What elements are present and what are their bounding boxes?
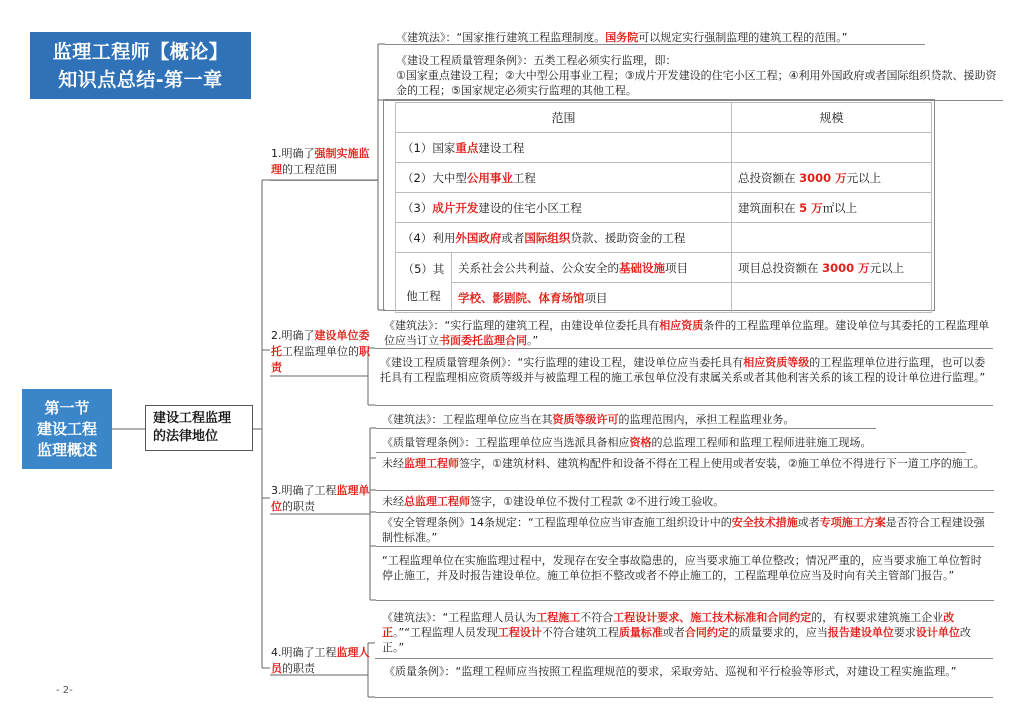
table-header-scale: 规模	[732, 103, 932, 133]
note-text: 《质量条例》：“监理工程师应当按照工程监理规范的要求，采取旁站、巡视和平行检验等形式，对建设工程实施监理。”	[384, 665, 957, 678]
note-building-law-3	[382, 412, 982, 427]
note-highlight: 工程设计要求、施工技术标准和合同约定	[613, 611, 812, 624]
branch-2-red2: 职责	[271, 345, 370, 374]
branch-1-post: 的工程范围	[282, 163, 337, 176]
root-node	[145, 405, 253, 451]
cell-text: 他工程	[406, 288, 441, 303]
branch-4-post: 的职责	[282, 662, 315, 675]
branch-2-pre: 2.明确了	[271, 329, 315, 342]
note-highlight: 工程设计	[497, 626, 542, 639]
cell-text: 项目	[584, 290, 608, 305]
note-text: 《建设工程质量管理条例》：五类工程必须实行监理，即：	[396, 54, 677, 67]
note-quality-regulation-4	[384, 664, 988, 679]
section-box	[22, 389, 112, 469]
note-highlight: 质量标准	[618, 626, 663, 639]
note-underline	[375, 658, 993, 659]
note-text: 是否符合工程建设强制性标准。”	[382, 516, 985, 544]
branch-2-mid: 工程监理单位的	[282, 345, 359, 358]
branch-1	[271, 146, 379, 178]
branch-1-underline	[270, 180, 378, 181]
note-underline	[375, 405, 993, 406]
note-text: 《建筑法》：工程监理单位应当在其	[382, 413, 553, 426]
cell-text: 项目	[665, 260, 688, 275]
title-line-2: 知识点总结-第一章	[58, 69, 223, 91]
section-line-3: 监理概述	[36, 441, 97, 459]
note-text: 要求	[893, 626, 916, 639]
note-text: 的，有权要求建筑施工企业	[811, 611, 944, 624]
note-text: ①国家重点建设工程；②大中型公用事业工程；③成片开发建设的住宅小区工程；④利用外国政府或者国际组织贷款、援助资金的工程；⑤国家规定必须实行监理的其他工程。	[396, 69, 997, 97]
cell-text: 总投资额在	[738, 170, 800, 185]
branch-2-red: 建设单位委托	[271, 329, 370, 358]
note-building-law-2	[384, 318, 990, 348]
note-text: 或者	[662, 626, 685, 639]
cell-text: （5）其	[402, 261, 445, 276]
section-line-1: 第一节	[44, 399, 90, 417]
note-highlight: 改正	[382, 611, 955, 639]
cell-text: 工程	[512, 170, 536, 185]
cell-text: （3）	[402, 200, 433, 215]
branch-3	[271, 483, 379, 515]
note-text: 改正。”	[382, 626, 971, 654]
cell-text: 元以上	[846, 170, 882, 185]
branch-4	[271, 645, 379, 677]
branch-1-red: 强制实施监理	[271, 147, 370, 176]
cell-text: （2）大中型	[402, 170, 467, 185]
note-text: 的总监理工程师和监理工程师进驻施工现场。	[651, 436, 872, 449]
cell-highlight: 国际组织	[524, 230, 571, 245]
table-header-scope: 范围	[396, 103, 732, 133]
table-row	[396, 163, 932, 193]
table-cell-scale	[732, 223, 932, 253]
note-underline	[385, 44, 925, 45]
table-cell-scope	[396, 133, 732, 163]
note-highlight: 资质等级许可	[552, 413, 619, 426]
cell-highlight: 外国政府	[455, 230, 502, 245]
note-underline	[376, 490, 994, 491]
table-cell-other-label	[396, 253, 452, 313]
note-safety-hazard	[382, 553, 992, 583]
note-highlight: 报告建设单位	[827, 626, 894, 639]
table-cell-scope	[396, 163, 732, 193]
note-text: 条件的工程监理单位监理。建设单位与其委托的工程监理单位应当订立	[384, 319, 990, 347]
cell-text: 元以上	[869, 260, 905, 275]
cell-highlight: 成片开发	[432, 200, 479, 215]
table-cell-scope	[396, 193, 732, 223]
cell-highlight: 基础设施	[619, 260, 665, 275]
note-highlight: 国务院	[605, 31, 639, 44]
note-text: 《建筑法》：“国家推行建筑工程监理制度。	[396, 31, 606, 44]
cell-highlight: 5 万	[799, 200, 823, 215]
table-cell-scale	[732, 133, 932, 163]
table-row	[396, 223, 932, 253]
table-cell-scope	[452, 253, 732, 283]
table-cell-scale	[732, 193, 932, 223]
cell-text: 建设的住宅小区工程	[478, 200, 582, 215]
table-row	[396, 193, 932, 223]
note-text: 或者	[797, 516, 820, 529]
branch-4-red: 监理人员	[271, 646, 370, 675]
note-underline	[376, 512, 994, 513]
note-underline	[376, 546, 994, 547]
note-safety-regulation	[382, 515, 990, 545]
note-building-law-1	[396, 30, 936, 45]
cell-text: ㎡以上	[822, 200, 858, 215]
table-cell-scale	[732, 163, 932, 193]
cell-highlight: 3000 万	[799, 170, 847, 185]
note-text: 不符合建筑工程	[541, 626, 619, 639]
note-text: 未经	[382, 457, 404, 470]
note-text: 不符合	[580, 611, 614, 624]
table-row	[396, 133, 932, 163]
note-highlight: 相应资质	[659, 319, 704, 332]
note-quality-regulation-3	[382, 435, 982, 450]
note-text: 《建设工程质量管理条例》：“实行监理的建设工程，建设单位应当委托具有	[380, 356, 744, 369]
cell-text: （4）利用	[402, 230, 456, 245]
note-underline	[375, 697, 993, 698]
note-text: 签字，①建设单位不拨付工程款 ②不进行竣工验收。	[470, 495, 725, 508]
note-highlight: 总监理工程师	[404, 495, 470, 508]
cell-text: 或者	[501, 230, 525, 245]
branch-4-pre: 4.明确了工程	[271, 646, 337, 659]
branch-2	[271, 328, 379, 376]
table-cell-scale	[732, 253, 932, 283]
note-highlight: 监理工程师	[404, 457, 459, 470]
note-chief-engineer-signature	[382, 494, 982, 509]
page-title-box	[30, 32, 251, 99]
scope-table	[395, 102, 932, 313]
branch-3-pre: 3.明确了工程	[271, 484, 337, 497]
table-cell-scope	[452, 283, 732, 313]
note-quality-regulation-1	[396, 53, 1000, 98]
cell-highlight: 3000 万	[822, 260, 870, 275]
root-line-1: 建设工程监理	[153, 411, 232, 426]
section-line-2: 建设工程	[36, 420, 97, 438]
note-highlight: 书面委托监理合同	[439, 334, 527, 347]
note-text: 《建筑法》：“实行监理的建筑工程，由建设单位委托具有	[384, 319, 660, 332]
title-line-1: 监理工程师【概论】	[52, 41, 229, 63]
cell-text: 关系社会公共利益、公众安全的	[458, 260, 619, 275]
note-quality-regulation-2	[380, 355, 992, 385]
note-highlight: 设计单位	[915, 626, 960, 639]
note-text: 《建筑法》：“工程监理人员认为	[382, 611, 537, 624]
table-header-row	[396, 103, 932, 133]
note-engineer-signature	[382, 456, 992, 471]
cell-text: 贷款、援助资金的工程	[570, 230, 686, 245]
cell-text: （1）国家	[402, 140, 456, 155]
note-text: 的工程监理单位进行监理，也可以委托具有工程监理相应资质等级并与被监理工程的施工承包单位没有隶属关系或者其他利害关系的该工程的设计单位进行监理。”	[380, 356, 986, 384]
note-text: 《安全管理条例》14条规定：“工程监理单位应当审查施工组织设计中的	[382, 516, 732, 529]
note-text: 签字，①建筑材料、建筑构配件和设备不得在工程上使用或者安装，②施工单位不得进行下一道工序的施工。	[459, 457, 985, 470]
cell-text: 建设工程	[478, 140, 525, 155]
cell-text: 项目总投资额在	[738, 260, 823, 275]
note-highlight: 合同约定	[684, 626, 729, 639]
note-highlight: 安全技术措施	[731, 516, 798, 529]
branch-1-pre: 1.明确了	[271, 147, 315, 160]
note-text: 。”“工程监理人员发现	[393, 626, 498, 639]
branch-3-post: 的职责	[282, 500, 315, 513]
note-underline	[375, 348, 993, 349]
note-text: 未经	[382, 495, 404, 508]
note-highlight: 资格	[629, 436, 652, 449]
table-cell-scope	[396, 223, 732, 253]
note-text: 的监理范围内，承担工程监理业务。	[618, 413, 795, 426]
note-underline	[376, 428, 876, 429]
cell-highlight: 重点	[455, 140, 479, 155]
table-cell-scale	[732, 283, 932, 313]
cell-highlight: 公用事业	[466, 170, 513, 185]
note-text: “工程监理单位在实施监理过程中，发现存在安全事故隐患的，应当要求施工单位整改；情况严重的，应当要求施工单位暂时停止施工，并及时报告建设单位。施工单位拒不整改或者不停止施工的，工程监理单位应当及时向有关主管部门报告。”	[382, 554, 982, 582]
table-row	[396, 283, 932, 313]
note-text: 《质量管理条例》：工程监理单位应当选派具备相应	[382, 436, 630, 449]
note-text: 可以规定实行强制监理的建筑工程的范围。”	[638, 31, 848, 44]
cell-text: 建筑面积在	[738, 200, 800, 215]
table-row	[396, 253, 932, 283]
branch-3-red: 监理单位	[271, 484, 370, 513]
page-number: - 2-	[56, 685, 73, 696]
note-underline	[376, 600, 994, 601]
cell-highlight: 学校、影剧院、体育场馆	[458, 290, 585, 305]
root-line-2: 的法律地位	[153, 429, 219, 444]
note-highlight: 专项施工方案	[819, 516, 886, 529]
note-text: 的质量要求的，应当	[728, 626, 828, 639]
note-building-law-4	[382, 610, 992, 655]
note-highlight: 工程施工	[536, 611, 581, 624]
note-highlight: 相应资质等级	[743, 356, 810, 369]
note-text: 。”	[527, 334, 539, 347]
note-underline	[376, 452, 966, 453]
